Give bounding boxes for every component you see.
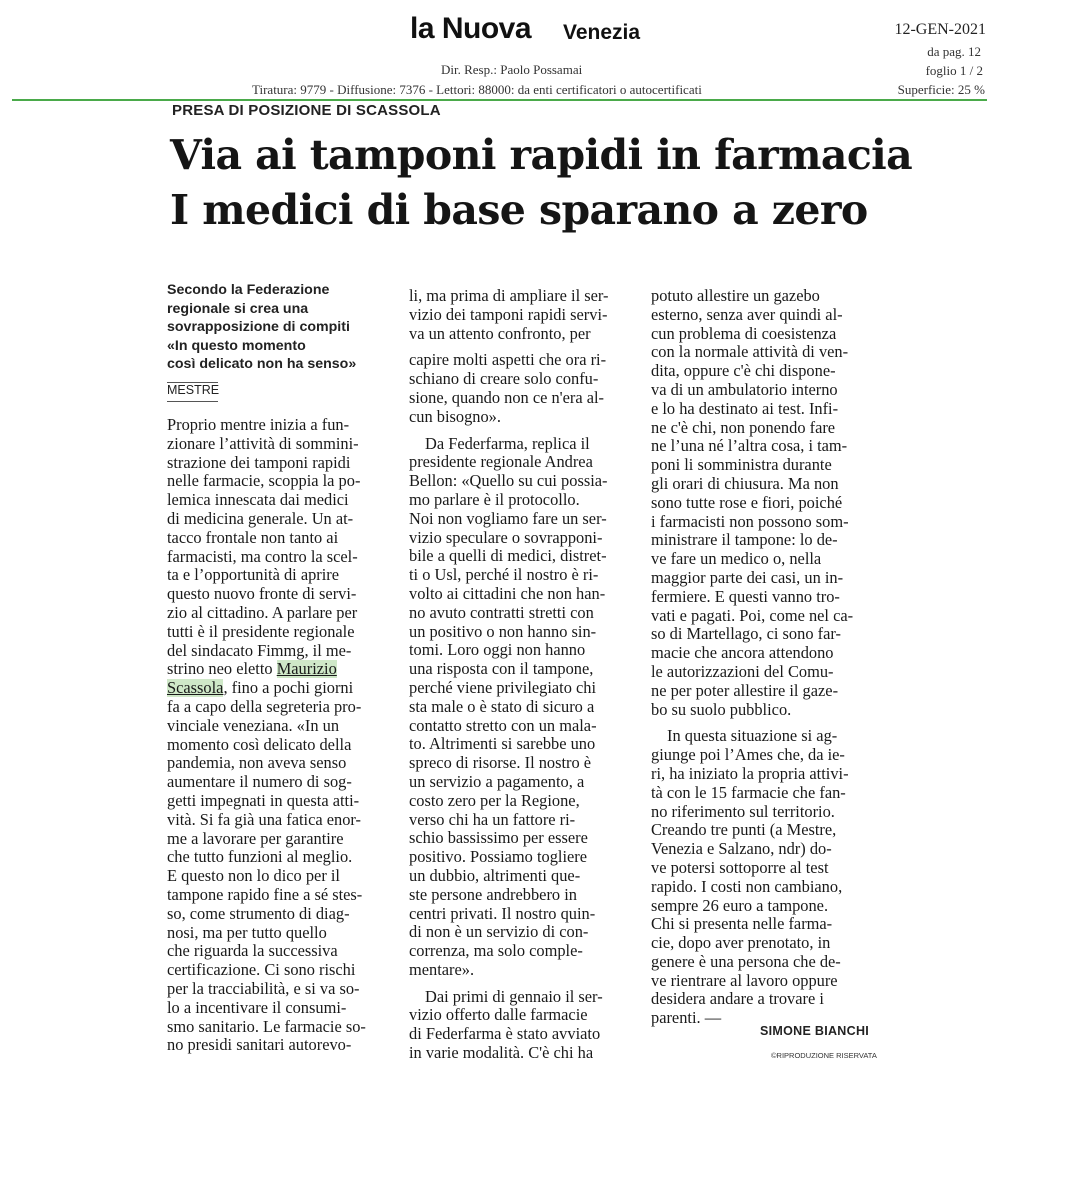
text-line: che riguarda la successiva bbox=[167, 942, 338, 961]
article-kicker: PRESA DI POSIZIONE DI SCASSOLA bbox=[172, 102, 441, 119]
text-line: tà con le 15 farmacie che fan- bbox=[651, 783, 846, 802]
text-line: Da Federfarma, replica il bbox=[425, 434, 590, 453]
article-headline bbox=[170, 128, 912, 238]
text-line: sono tutte rose e fiori, poiché bbox=[651, 493, 843, 512]
text-line: ministrare il tampone: lo de- bbox=[651, 531, 838, 550]
text-line: ne l’una né l’altra cosa, i tam- bbox=[651, 437, 848, 456]
text-line: zionare l’attività di sommini- bbox=[167, 434, 359, 453]
text-line: fermiere. E questi vanno tro- bbox=[651, 587, 840, 606]
text-line: maggior parte dei casi, un in- bbox=[651, 568, 844, 587]
highlighted-name[interactable]: Maurizio bbox=[276, 660, 337, 679]
col2-para bbox=[409, 287, 627, 343]
text-line: nelle farmacie, scoppia la po- bbox=[167, 472, 361, 491]
article-column-2 bbox=[409, 287, 627, 1063]
text-line: presidente regionale Andrea bbox=[409, 453, 593, 472]
text-line: capire molti aspetti che ora ri- bbox=[409, 351, 607, 370]
text-line: Scassola, fino a pochi giorni bbox=[167, 679, 354, 698]
text-line: ve fare un medico o, nella bbox=[651, 550, 822, 569]
text-line: E questo non lo dico per il bbox=[167, 867, 340, 886]
text-line: tacco frontale non tanto ai bbox=[167, 528, 339, 547]
header-divider bbox=[12, 99, 987, 101]
text-line: perché viene privilegiato chi bbox=[409, 678, 597, 697]
col2-para bbox=[409, 988, 627, 1063]
col2-para bbox=[409, 435, 627, 980]
text-line: fa a capo della segreteria pro- bbox=[167, 697, 362, 716]
text-line: in varie modalità. C'è chi ha bbox=[409, 1044, 594, 1063]
text-line: bile a quelli di medici, distret- bbox=[409, 547, 607, 566]
text-line: ste persone andrebbero in bbox=[409, 885, 577, 904]
text-line: cun problema di coesistenza bbox=[651, 324, 837, 343]
text-line: ve potersi sottoporre al test bbox=[651, 858, 829, 877]
text-line: questo nuovo fronte di servi- bbox=[167, 585, 357, 604]
text-line: e lo ha destinato ai test. Infi- bbox=[651, 399, 839, 418]
dateline-rule bbox=[167, 401, 218, 402]
text-line: mo parlare è il protocollo. bbox=[409, 490, 580, 509]
text-line: Dai primi di gennaio il ser- bbox=[425, 987, 603, 1006]
text-line: volto ai cittadini che non han- bbox=[409, 584, 606, 603]
director-line: Dir. Resp.: Paolo Possamai bbox=[441, 62, 583, 77]
text-line: Creando tre punti (a Mestre, bbox=[651, 821, 837, 840]
text-line: lo a incentivare il consumi- bbox=[167, 998, 347, 1017]
text-line: una risposta con il tampone, bbox=[409, 660, 594, 679]
text-line: schio bassissimo per essere bbox=[409, 829, 588, 848]
text-line: nosi, ma per tutto quello bbox=[167, 923, 327, 942]
text-line: contatto stretto con un mala- bbox=[409, 716, 597, 735]
text-line: correnza, ma solo comple- bbox=[409, 942, 583, 961]
text-line: poni li somministra durante bbox=[651, 456, 832, 475]
text-line: certificazione. Ci sono rischi bbox=[167, 961, 356, 980]
text-line: bo su suolo pubblico. bbox=[651, 700, 792, 719]
text-line: le autorizzazioni del Comu- bbox=[651, 662, 834, 681]
col1-lines bbox=[167, 416, 384, 660]
col2-para bbox=[409, 351, 627, 426]
text-line: so di Martellago, ci sono far- bbox=[651, 625, 841, 644]
text-line: pandemia, non aveva senso bbox=[167, 754, 347, 773]
text-line: dita, oppure c'è chi dispone- bbox=[651, 362, 836, 381]
byline: SIMONE BIANCHI bbox=[760, 1024, 870, 1038]
text-line: Bellon: «Quello su cui possia- bbox=[409, 472, 608, 491]
article-column-1 bbox=[167, 416, 384, 1055]
text-line: Chi si presenta nelle farma- bbox=[651, 915, 833, 934]
sheet-number: foglio 1 / 2 bbox=[925, 63, 983, 78]
text-line: vati e pagati. Poi, come nel ca- bbox=[651, 606, 854, 625]
text-line: desidera andare a trovare i bbox=[651, 990, 824, 1009]
text-line: un dubbio, altrimenti que- bbox=[409, 866, 581, 885]
text-line: vinciale veneziana. «In un bbox=[167, 716, 340, 735]
text-line: ve rientrare al lavoro oppure bbox=[651, 971, 838, 990]
text-line: un positivo o non hanno sin- bbox=[409, 622, 597, 641]
text-line: no avuto contratti stretti con bbox=[409, 603, 594, 622]
subhead-line: sovrapposizione di compiti bbox=[167, 319, 350, 335]
circulation-line: Tiratura: 9779 - Diffusione: 7376 - Lettori: 88000: da enti certificatori o autocertificati bbox=[252, 82, 702, 97]
text-line: ne per poter allestire il gaze- bbox=[651, 681, 839, 700]
col3-para bbox=[651, 287, 869, 719]
text-line: esterno, senza aver quindi al- bbox=[651, 305, 843, 324]
text-line: so, come strumento di diag- bbox=[167, 904, 350, 923]
text-line: mentare». bbox=[409, 960, 475, 979]
copyright-notice: ©RIPRODUZIONE RISERVATA bbox=[771, 1051, 877, 1060]
text-line: aumentare il numero di sog- bbox=[167, 773, 352, 792]
text-line: un servizio a pagamento, a bbox=[409, 772, 585, 791]
text-line: verso chi ha un fattore ri- bbox=[409, 810, 576, 829]
text-line: vizio offerto dalle farmacie bbox=[409, 1006, 588, 1025]
text-line: li, ma prima di ampliare il ser- bbox=[409, 287, 609, 305]
col3-para bbox=[651, 727, 869, 1028]
subhead-line: Secondo la Federazione bbox=[167, 282, 330, 298]
text-line: va un attento confronto, per bbox=[409, 324, 591, 343]
text-line: cun bisogno». bbox=[409, 407, 501, 426]
text-line: strino neo eletto Maurizio bbox=[167, 660, 337, 679]
article-column-3 bbox=[651, 287, 869, 1028]
text-line: lemica innescata dai medici bbox=[167, 491, 349, 510]
article-subhead bbox=[167, 281, 372, 374]
text-line: di Federfarma è stato avviato bbox=[409, 1025, 601, 1044]
text-line: potuto allestire un gazebo bbox=[651, 287, 820, 305]
dateline: MESTRE bbox=[167, 383, 220, 397]
text-line: i farmacisti non possono som- bbox=[651, 512, 849, 531]
subhead-line: «In questo momento bbox=[167, 337, 306, 354]
text-line: tampone rapido fine a sé stes- bbox=[167, 885, 363, 904]
newspaper-edition: Venezia bbox=[563, 21, 641, 44]
text-line: vità. Si fa già una fatica enor- bbox=[167, 810, 361, 829]
highlighted-name[interactable]: Scassola bbox=[167, 679, 224, 698]
text-line: Noi non vogliamo fare un ser- bbox=[409, 509, 607, 528]
text-line: va di un ambulatorio interno bbox=[651, 380, 838, 399]
text-line: spreco di risorse. Il nostro è bbox=[409, 754, 592, 773]
text-line: vizio dei tamponi rapidi servi- bbox=[409, 305, 608, 324]
text-line: centri privati. Il nostro quin- bbox=[409, 904, 596, 923]
text-line: ri, ha iniziato la propria attivi- bbox=[651, 764, 849, 783]
subhead-line: così delicato non ha senso» bbox=[167, 356, 357, 372]
text-line: gli orari di chiusura. Ma non bbox=[651, 474, 839, 493]
text-line: In questa situazione si ag- bbox=[667, 727, 838, 746]
text-line: me a lavorare per garantire bbox=[167, 829, 344, 848]
page-number: da pag. 12 bbox=[927, 44, 981, 59]
text-line: getti impegnati in questa atti- bbox=[167, 791, 360, 810]
text-line: no riferimento sul territorio. bbox=[651, 802, 835, 821]
text-line: no presidi sanitari autorevo- bbox=[167, 1036, 352, 1055]
text-line: rapido. I costi non cambiano, bbox=[651, 877, 843, 896]
text-line: sempre 26 euro a tampone. bbox=[651, 896, 829, 915]
subhead-line: regionale si crea una bbox=[167, 300, 309, 317]
text-line: ta e l’opportunità di aprire bbox=[167, 566, 340, 585]
text-line: giunge poi l’Ames che, da ie- bbox=[651, 746, 845, 765]
text-line: sta male o è stato di sicuro a bbox=[409, 697, 595, 716]
text-line: schiano di creare solo confu- bbox=[409, 370, 599, 389]
newspaper-logo: la Nuova bbox=[410, 12, 532, 45]
text-line: con la normale attività di ven- bbox=[651, 343, 849, 362]
text-line: che tutto funzioni al meglio. bbox=[167, 848, 353, 867]
text-line: tomi. Loro oggi non hanno bbox=[409, 641, 586, 660]
text-line: tutti è il presidente regionale bbox=[167, 622, 355, 641]
text-line: per la tracciabilità, e si va so- bbox=[167, 979, 360, 998]
text-line: di non è un servizio di con- bbox=[409, 923, 589, 942]
text-line: ti o Usl, perché il nostro è ri- bbox=[409, 566, 599, 585]
text-line: macie che ancora attendono bbox=[651, 644, 834, 663]
text-line: momento così delicato della bbox=[167, 735, 352, 754]
text-line: farmacisti, ma contro la scel- bbox=[167, 547, 358, 566]
headline-line: I medici di base sparano a zero bbox=[170, 186, 868, 234]
text-line: di medicina generale. Un at- bbox=[167, 509, 354, 528]
text-line: Proprio mentre inizia a fun- bbox=[167, 416, 350, 434]
headline-line: Via ai tamponi rapidi in farmacia bbox=[170, 131, 913, 179]
text-line: sione, quando non ce n'era al- bbox=[409, 388, 605, 407]
text-line: smo sanitario. Le farmacie so- bbox=[167, 1017, 366, 1036]
text-line: del sindacato Fimmg, il me- bbox=[167, 641, 352, 660]
text-line: Venezia e Salzano, ndr) do- bbox=[651, 840, 832, 859]
text-line: cie, dopo aver prenotato, in bbox=[651, 934, 831, 953]
text-line: parenti. — bbox=[651, 1009, 722, 1028]
col1-rest-lines bbox=[167, 698, 384, 1055]
surface-percent: Superficie: 25 % bbox=[897, 82, 985, 97]
text-line: genere è una persona che de- bbox=[651, 952, 841, 971]
text-line: zio al cittadino. A parlare per bbox=[167, 603, 358, 622]
issue-date: 12-GEN-2021 bbox=[894, 21, 986, 38]
text-line: costo zero per la Regione, bbox=[409, 791, 580, 810]
text-line: vizio speculare o sovrapponi- bbox=[409, 528, 603, 547]
text-line: to. Altrimenti si sarebbe uno bbox=[409, 735, 596, 754]
text-line: strazione dei tamponi rapidi bbox=[167, 453, 351, 472]
text-line: ne c'è chi, non ponendo fare bbox=[651, 418, 836, 437]
text-line: positivo. Possiamo togliere bbox=[409, 848, 588, 867]
